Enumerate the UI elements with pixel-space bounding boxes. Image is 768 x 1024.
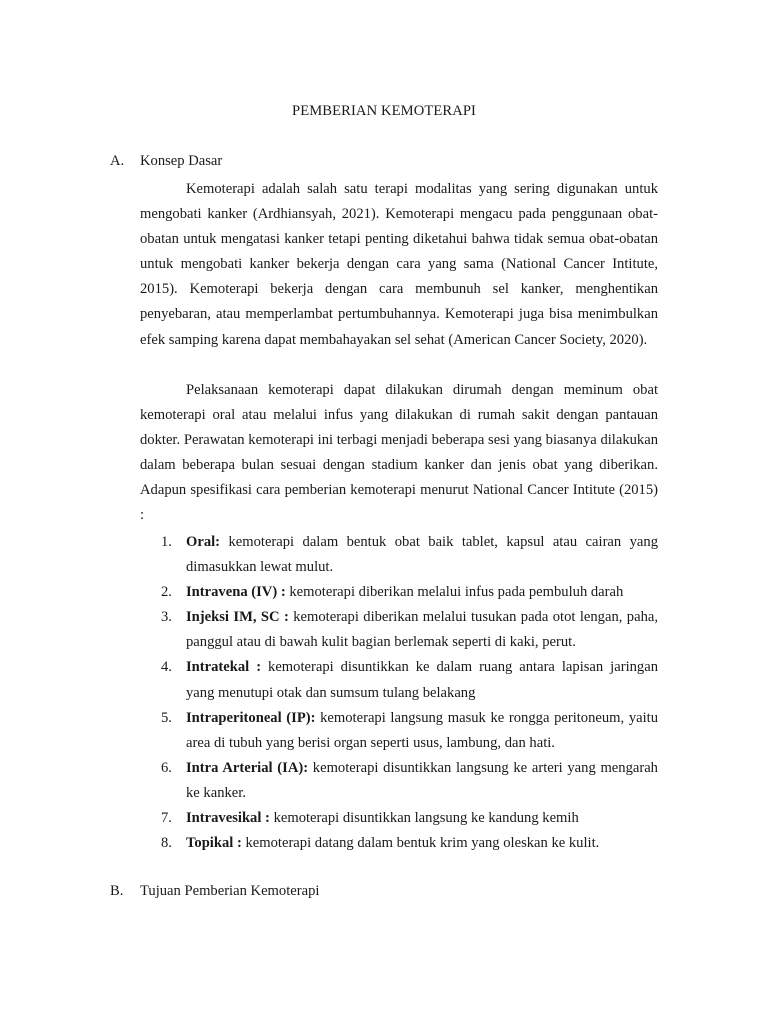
list-item-number: 4. <box>161 659 172 676</box>
list-item <box>140 706 658 756</box>
section-b-heading <box>110 883 319 900</box>
list-item-description: kemoterapi disuntikkan ke dalam ruang antara lapisan jaringan yang menutupi otak dan sumsum tulang belakang <box>186 659 658 701</box>
list-item-term: Intravesikal : <box>186 810 270 827</box>
list-item-description: kemoterapi diberikan melalui infus pada pembuluh darah <box>285 584 624 601</box>
list-item-description: kemoterapi disuntikkan langsung ke kandung kemih <box>269 810 579 827</box>
section-b-title: Tujuan Pemberian Kemoterapi <box>140 883 320 899</box>
list-item-term: Intra Arterial (IA): <box>186 759 309 776</box>
list-item-description: kemoterapi diberikan melalui tusukan pada otot lengan, paha, panggul atau di bawah kulit bagian berlemak seperti di kaki, perut. <box>186 609 659 651</box>
list-item-term: Intravena (IV) : <box>186 584 286 601</box>
list-item-term: Injeksi IM, SC : <box>186 609 289 626</box>
page-title: PEMBERIAN KEMOTERAPI <box>291 103 477 119</box>
paragraph-konsep-2: Pelaksanaan kemoterapi dapat dilakukan dirumah dengan meminum obat kemoterapi oral atau melalui infus yang dilakukan di rumah sakit dengan pantauan dokter. Perawatan kemoterapi ini terbagi menjadi beberapa sesi yang biasanya dilakukan dalam beberapa bulan sesuai dengan stadium kanker dan jenis obat yang diberikan. Adapun spesifikasi cara pemberian kemoterapi menurut National Cancer Intitute (2015) : <box>140 382 658 524</box>
list-item-number: 2. <box>161 584 172 601</box>
list-item-number: 1. <box>161 534 172 550</box>
list-item-number: 3. <box>161 609 172 626</box>
list-item-term: Oral: <box>186 534 221 550</box>
section-b-letter: B. <box>110 883 124 899</box>
list-item-description: kemoterapi dalam bentuk obat baik tablet, kapsul atau cairan yang dimasukkan lewat mulut. <box>186 534 658 576</box>
list-item <box>140 580 658 605</box>
list-item-term: Intratekal : <box>186 659 262 676</box>
list-item <box>140 756 658 806</box>
list-item <box>140 831 658 856</box>
list-item-number: 6. <box>161 759 172 776</box>
paragraph-konsep-1: Kemoterapi adalah salah satu terapi modalitas yang sering digunakan untuk mengobati kanker (Ardhiansyah, 2021). Kemoterapi mengacu pada penggunaan obat-obatan untuk mengatasi kanker tetapi penting diketahui bahwa tidak semua obat-obatan untuk mengobati kanker bekerja dengan cara yang sama (National Cancer Intitute, 2015). Kemoterapi bekerja dengan cara membunuh sel kanker, menghentikan penyebaran, atau memperlambat pertumbuhannya. Kemoterapi juga bisa menimbulkan efek samping karena dapat membahayakan sel sehat (American Cancer Society, 2020). <box>140 181 658 348</box>
section-a-letter: A. <box>110 153 125 169</box>
list-item-description: kemoterapi disuntikkan langsung ke arteri yang mengarah ke kanker. <box>186 759 658 801</box>
list-item <box>140 655 658 705</box>
list-item-description: kemoterapi datang dalam bentuk krim yang oleskan ke kulit. <box>241 835 600 852</box>
list-item-number: 8. <box>161 835 172 852</box>
list-item <box>140 530 658 580</box>
list-item-term: Intraperitoneal (IP): <box>186 709 316 726</box>
list-item <box>140 806 658 831</box>
administration-methods-list <box>140 530 658 856</box>
list-item <box>140 605 658 655</box>
list-item-number: 5. <box>161 709 172 726</box>
list-item-term: Topikal : <box>186 835 242 852</box>
section-a-title: Konsep Dasar <box>140 153 223 169</box>
list-item-description: kemoterapi langsung masuk ke rongga peritoneum, yaitu area di tubuh yang berisi organ seperti usus, lambung, dan hati. <box>186 709 659 751</box>
section-a-heading <box>110 153 222 170</box>
list-item-number: 7. <box>161 810 172 827</box>
